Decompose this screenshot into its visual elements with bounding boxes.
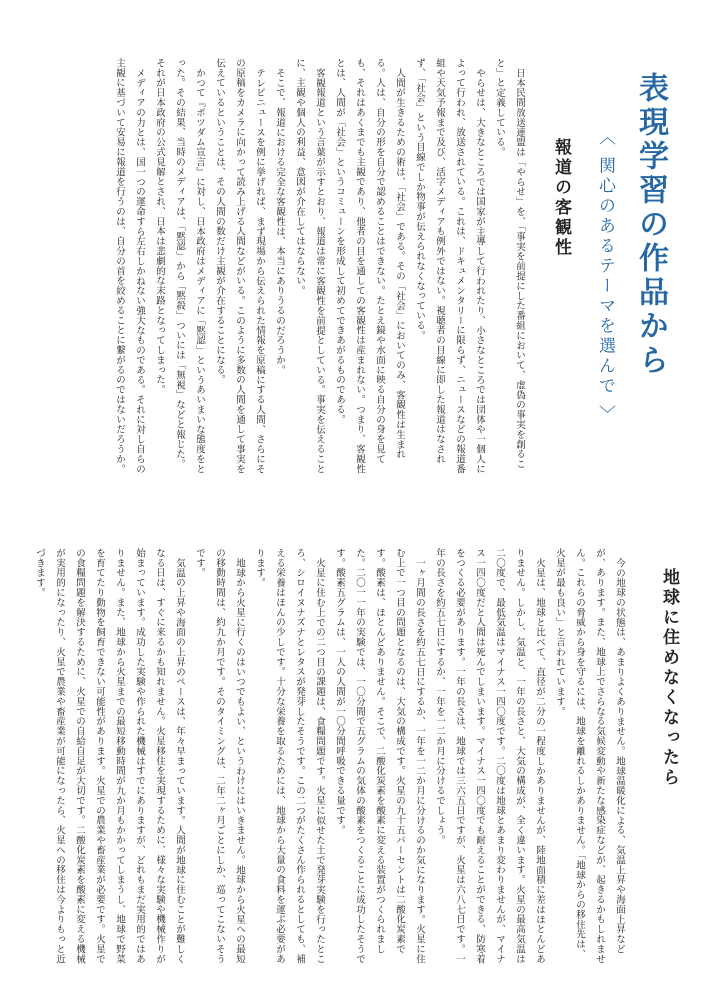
article2-heading: 地球に住めなくなったら — [659, 568, 679, 788]
article2-paragraph: 火星は、地球と比べて、直径が二分の一程度しかありませんが、陸地面積に差はほとんどありません。しかし、気温と、一年の長さと、大気の構成が、全く違います。火星の最高気温は二〇度で、最低気温はマイナス一四〇度です。二〇度は地球とあまり変わりませんが、マイナス一四〇度だと人間は死んでしまいます。マイナス一四〇度でも耐えることができる、防寒着をつくる必要があります。一年の長さは、地球では三六五日ですが、火星は六八七日です。一年の長さを約五七日にするか、一年を一二か月に分けるでしょう。 — [434, 548, 545, 964]
article1-paragraph: 人間が生きるための術は、「社会」である。その「社会」においてのみ、客観性は生まれる。人は、自分の形を自分で認めることはできない。たとえ鏡や水面に映る自分の身を見ても、それはあくまでも主観であり、他者の目を通しての客観性は産まれない。つまり、客観性とは、人間が「社会」というコミューンを形成して初めてできあがるものである。 — [334, 58, 405, 474]
article1-paragraph: やらせは、大きなところでは国家が主導して行われたり、小さなところでは団体や一個人によって行われ、放送されている。これは、ドキュメンタリーに限らず、ニュースなどの報道番組や天気予報まで及び、活字メディアも例外ではない。視聴者の目線に即した報道はなされず、「社会」という目線でしか物事が伝えられなくなっている。 — [414, 58, 485, 474]
article2-paragraph: 気温の上昇や海面の上昇のペースは、年々早まっています。人間が地球に住むことが難しくなる日は、すぐに来るかも知れません。火星移住を実現するために、様々な実験や機械作りが始まっています。成功した実験や作られた機械はすでにありますが、どれもまだ実用的ではありません。また、地球から火星までの最短移動時間が九か月もかかってしまうし、地球で野菜を育てたり動物を飼育できない可能性があります。火星での農業や畜産業が必要です。火星での食糧問題を解決するために、火星での自給自足が大切です。二酸化炭素を酸素に変える機械が実用的になったり、火星で農業や畜産業が可能になったら、火星への移住は今よりもっと近づきます。 — [34, 548, 185, 964]
page-title: 表現学習の作品から — [633, 72, 668, 378]
article1-paragraph: かつて『ポツダム宣言』に対し、日本政府はメディアに「黙認」というあいまいな態度をとった。その結果、当時のメディアは、「黙認」から「黙殺」ついには「無視」などと報じた。それが日本政府の公式見解とされ、日本は悲劇的な末路となってしまった。 — [154, 58, 205, 474]
article2-paragraph: 今の地球の状態は、あまりよくありません。地球温暖化による、気温上昇や海面上昇などが、あります。また、地球上でさらなる気候変動や新たな感染症などが、起きるかもしれません。これらの脅威から身を守るには、地球を離れるしかありません。「地球からの移住先は、火星が最も良い」と言われています。 — [554, 548, 625, 964]
article2-paragraph: 地球から火星に行くのはいつでもよい、というわけにはいきません。地球から火星への最短の移動時間は、約九か月です。そのタイミングは、二年二ヶ月ごとにしか、巡ってこないそうです。 — [194, 548, 245, 964]
article1-paragraph: 日本民間放送連盟は「やらせ」を、「事実を前提にした番組において、虚偽の事実を創ること」と定義している。 — [494, 58, 525, 469]
page-subtitle: 〈 関心のあるテーマを選んで 〉 — [595, 128, 615, 425]
article1-paragraph: メディアの力とは、国一つの運命すら左右しかねない強大なものである。それに対し自らの主観に基づいて安易に報道を行うのは、自分の首を絞めることに繋がるのではないだろうか。 — [114, 58, 145, 474]
article1-body — [49, 58, 529, 478]
article1-paragraph: そこで、報道における完全な客観性は、本当にありうるのだろうか。 — [274, 67, 285, 375]
article1-heading: 報道の客観性 — [551, 138, 571, 258]
article2-body — [34, 548, 629, 968]
article1-paragraph: テレビニュースを例に挙げれば、まず現場から伝えられた情報を原稿にする人間、さらにその原稿をカメラに向かって読み上げる人間などがいる。このように多数の人間を通して事実を伝えているということは、その人間の数だけ主観が介在することになる。 — [214, 58, 265, 474]
article2-paragraph: 一ヶ月間の長さを約五七日にするか、一年を一二か月に分けるのか気になります。火星に住む上で一つ目の問題となるのは、大気の構成です。火星の九十五パーセントは二酸化炭素です。酸素は、ほとんどありません。そこで、二酸化炭素を酸素に変える装置がつくられました。二〇一一年の実験では、一〇分間で五グラムの気体の酸素をつくることに成功したそうです。酸素五グラムは、一人の人間が一〇分間呼吸できる量です。 — [334, 548, 425, 964]
article1-paragraph: 客観報道という言葉が示すとおり、報道は常に客観性を前提としている。事実を伝えることに、主観や個人の利益、意図が介在してはならない。 — [294, 58, 325, 474]
article2-paragraph: 火星に住む上での二つ目の課題は、食糧問題です。火星に似せた土で発芽実験を行ったところ、シロイヌナズナとレタスが発芽したそうです。この二つがたくさん作られるとしても、補える栄養はほんの少しです。十分な栄養を取るためには、地球から大量の食料を運ぶ必要があります。 — [254, 548, 325, 964]
